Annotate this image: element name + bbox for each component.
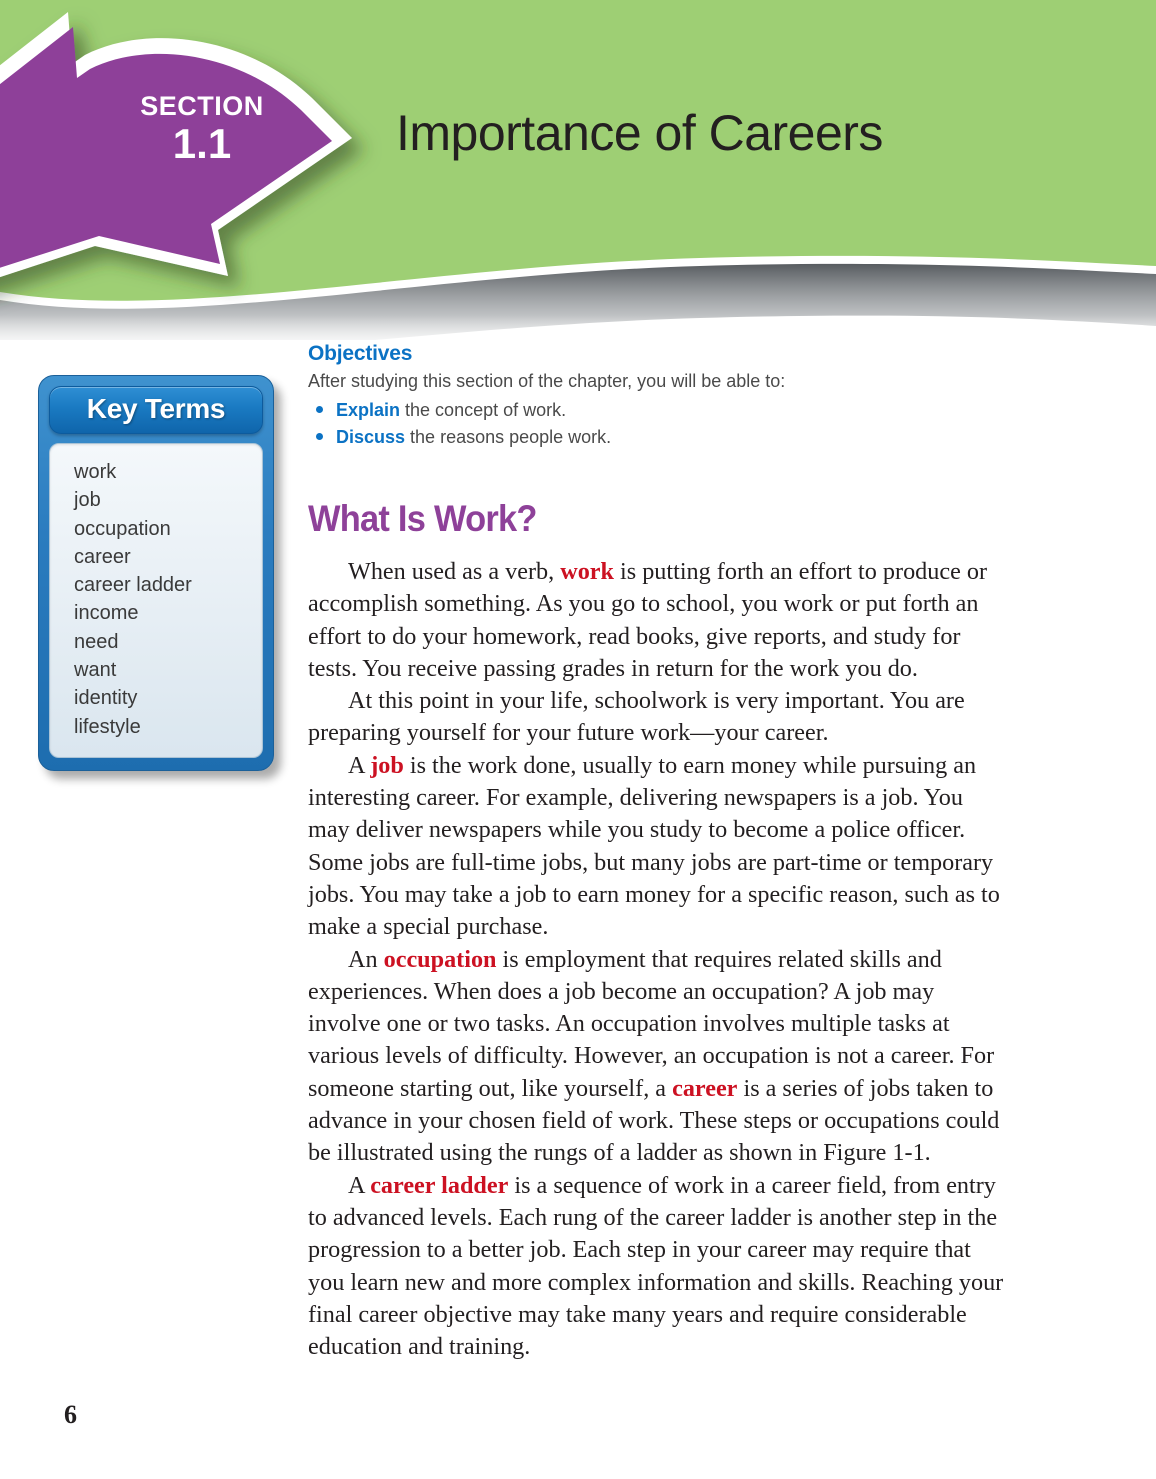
key-term-highlight: work (560, 558, 614, 585)
key-term-item: income (74, 602, 139, 625)
objective-verb: Discuss (336, 427, 406, 447)
body-text-run: At this point in your life, schoolwork is very important. You are preparing yourself for your future work—your career. (308, 687, 965, 747)
header-banner (0, 0, 1156, 340)
key-terms-box (38, 375, 274, 771)
key-term-item: career ladder (74, 574, 192, 597)
key-terms-heading: Key Terms (86, 393, 226, 424)
body-text-run: An (348, 945, 384, 973)
section-label: SECTION (140, 91, 264, 121)
objective-verb: Explain (336, 400, 401, 420)
bullet-icon (316, 433, 323, 440)
objectives-title: Objectives (308, 342, 413, 365)
objectives-list (308, 397, 1008, 451)
key-term-item: identity (74, 687, 138, 710)
key-terms-list (49, 443, 263, 758)
bullet-icon (316, 406, 323, 413)
objective-text: the concept of work. (400, 400, 567, 420)
section-body (308, 556, 1010, 1363)
key-term-item: job (74, 489, 101, 512)
objectives-intro: After studying this section of the chapter, you will be able to: (308, 371, 786, 391)
body-text-run: is a sequence of work in a career field, from entry to advanced levels. Each rung of the career ladder is another step in the progression to a better job. Each step in your career may require that you learn new and more complex information and skills. Reaching your final career objective may take many years and require considerable education and training. (308, 1171, 1004, 1361)
body-paragraph (308, 556, 1010, 685)
body-text-run: A (348, 751, 371, 779)
key-term-item: work (74, 461, 117, 483)
body-paragraph (308, 1170, 1010, 1364)
page-title: Importance of Careers (396, 105, 883, 161)
page-number: 6 (64, 1400, 77, 1429)
body-text-run: When used as a verb, (348, 558, 561, 585)
key-term-item: career (74, 545, 131, 568)
objective-text: the reasons people work. (405, 427, 612, 447)
body-text-run: is the work done, usually to earn money while pursuing an interesting career. For example, delivering newspapers is a job. You may deliver newspapers while you study to become a police officer. Some jobs are full-time jobs, but many jobs are part-time or temporary jobs. You may take a job to earn money for a specific reason, such as to make a special purchase. (308, 751, 1000, 941)
key-term-item: lifestyle (74, 715, 141, 738)
key-term-highlight: occupation (383, 945, 497, 973)
key-term-highlight: career (672, 1074, 738, 1102)
body-paragraph (308, 685, 1010, 750)
body-text-run: A (348, 1171, 371, 1199)
body-paragraph (308, 750, 1010, 944)
key-term-item: want (74, 659, 117, 682)
section-number: 1.1 (172, 120, 232, 167)
body-text-run: is putting forth an effort to produce or accomplish something. As you go to school, you work or put forth an effort to do your homework, read books, give reports, and study for tests. You receive passing grades in return for the work you do. (308, 558, 988, 682)
body-paragraph (308, 944, 1010, 1170)
key-term-highlight: career ladder (370, 1171, 509, 1199)
section-heading: What Is Work? (308, 498, 537, 539)
key-term-highlight: job (370, 751, 404, 779)
body-text-run: is a series of jobs taken to advance in your chosen field of work. These steps or occupations could be illustrated using the rungs of a ladder as shown in Figure 1-1. (308, 1074, 1000, 1167)
objective-item (308, 424, 1008, 451)
objective-item (308, 397, 1008, 424)
key-term-item: need (74, 630, 119, 653)
key-terms-frame (38, 375, 274, 771)
key-term-item: occupation (74, 517, 171, 540)
body-text-run: is employment that requires related skills and experiences. When does a job become an occupation? A job may involve one or two tasks. An occupation involves multiple tasks at various levels of difficulty. However, an occupation is not a career. For someone starting out, like yourself, a (308, 945, 995, 1102)
key-terms-header (49, 386, 263, 434)
objectives-block (308, 342, 1008, 451)
